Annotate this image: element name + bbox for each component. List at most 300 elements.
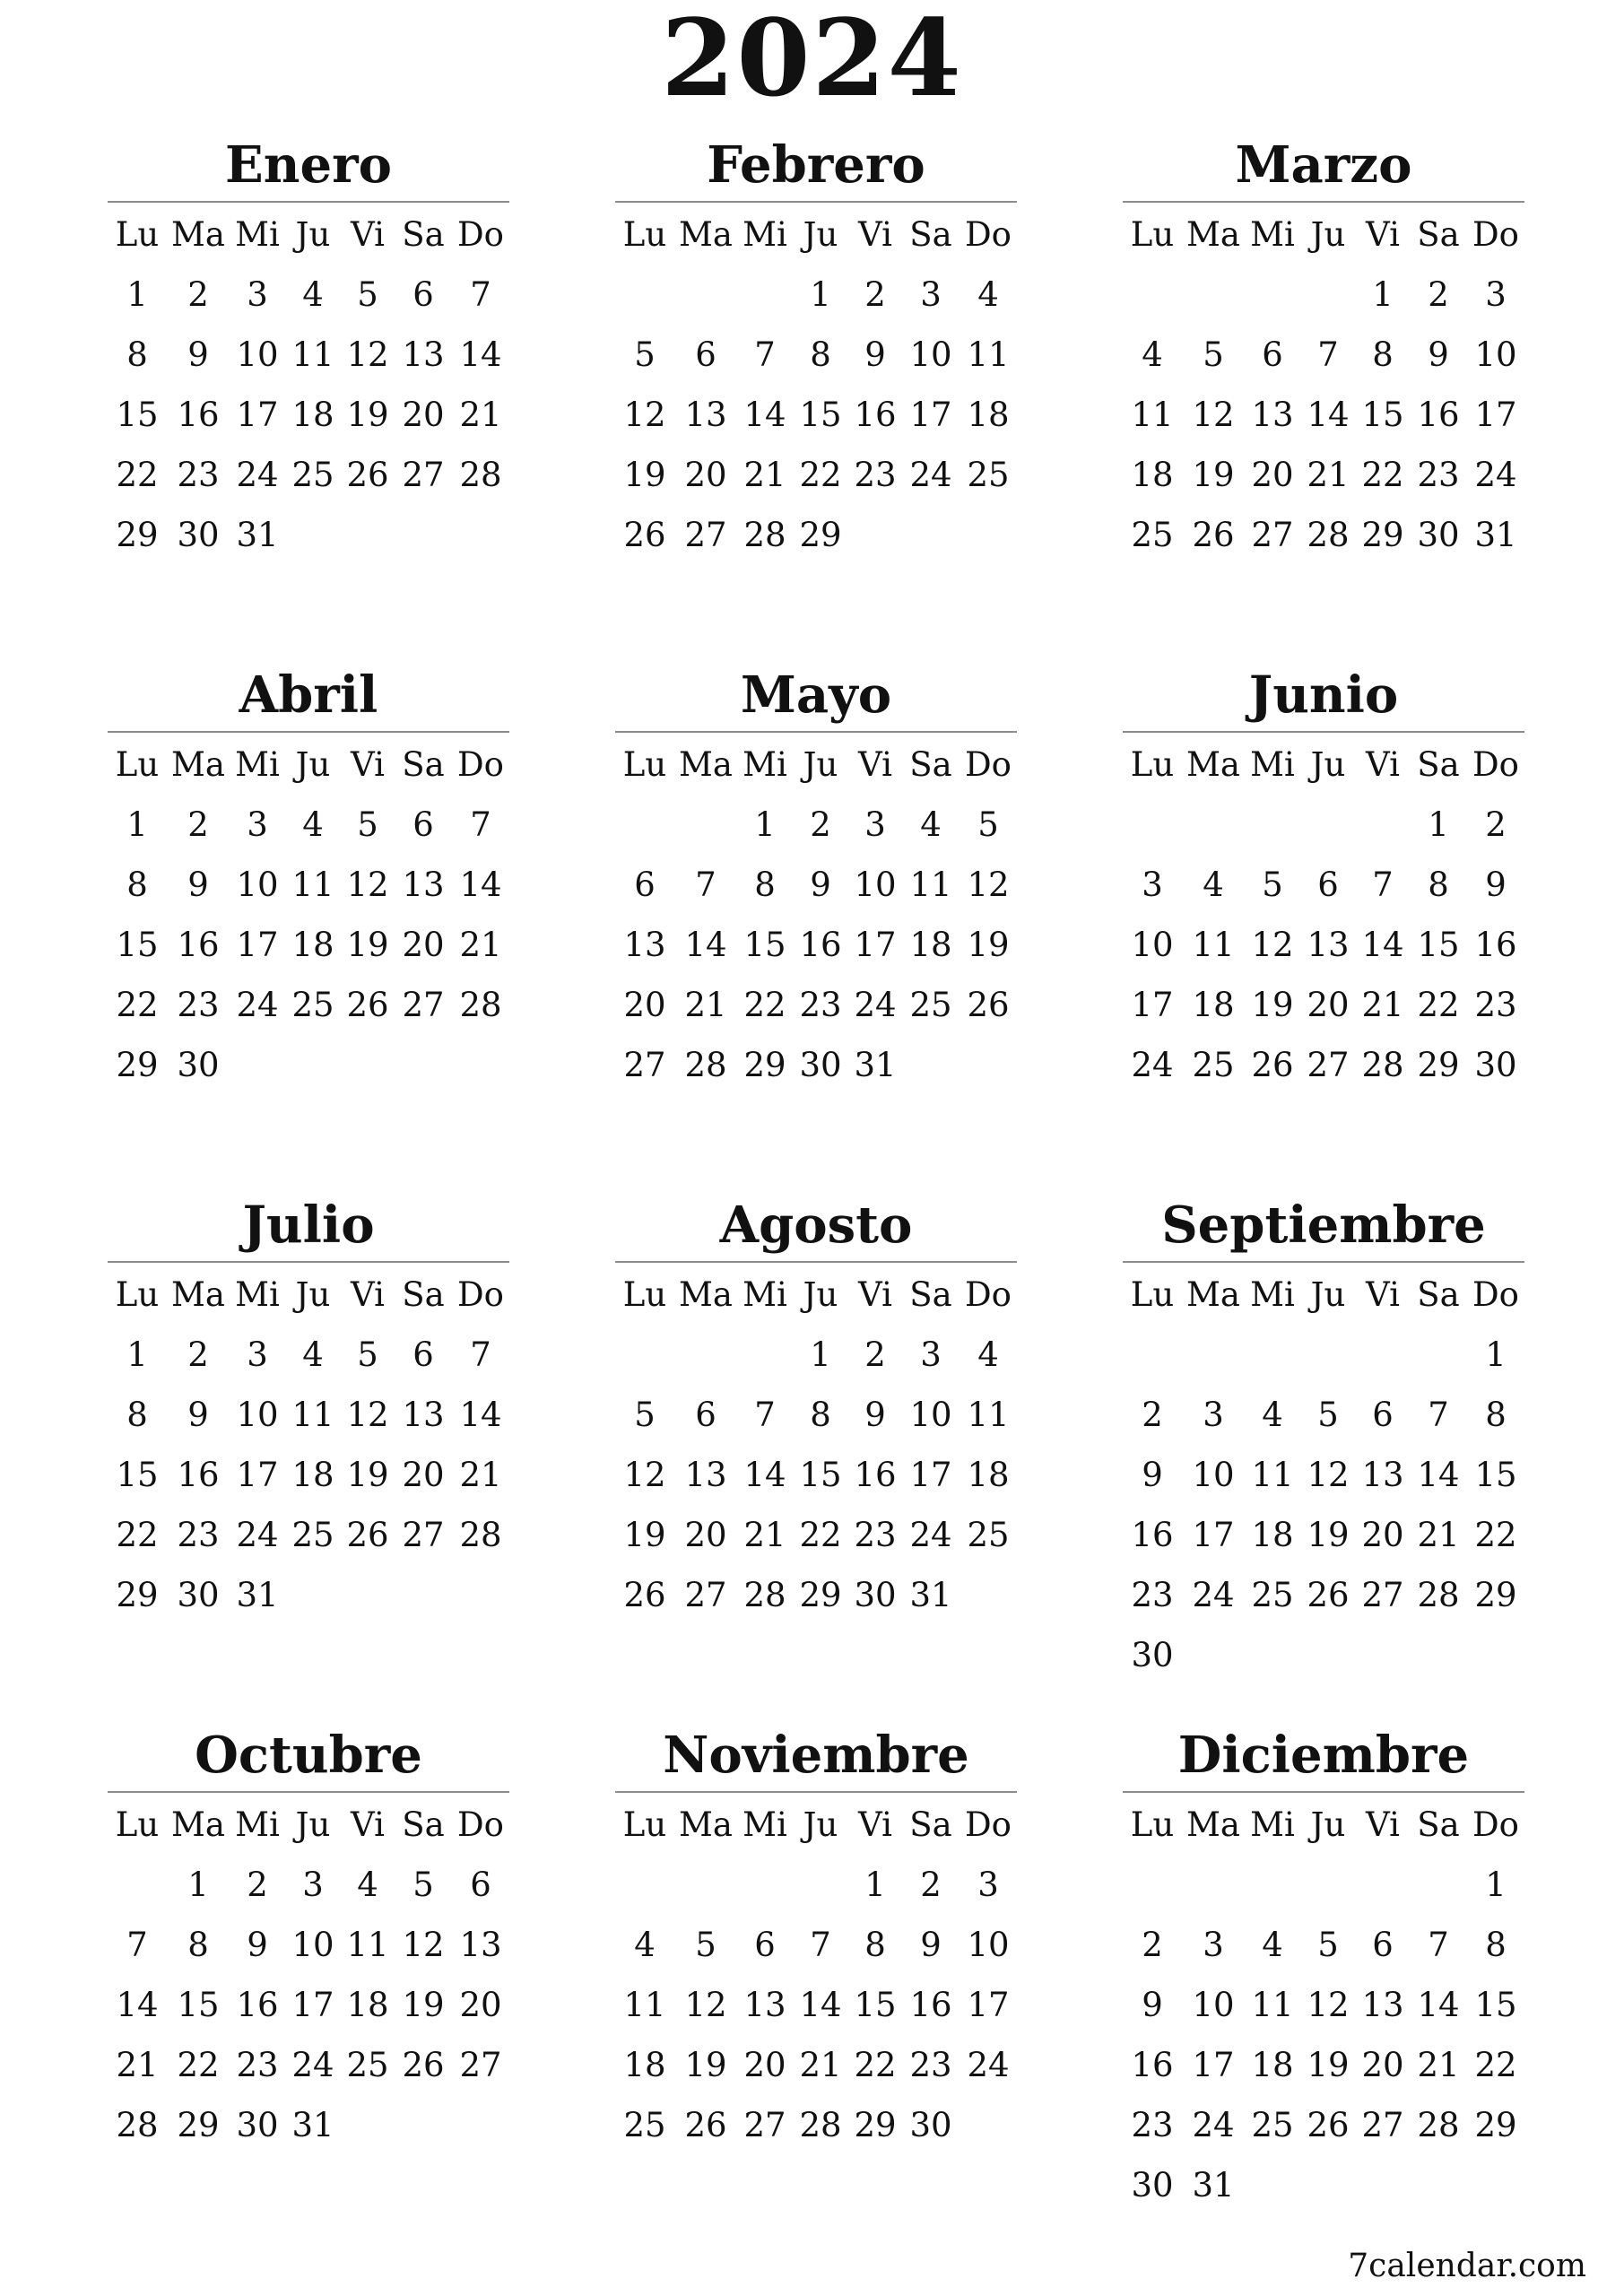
day-cell: 21	[459, 396, 502, 434]
day-cell: 27	[1307, 1046, 1350, 1084]
weekday-label: Vi	[1366, 745, 1400, 784]
day-cell: 24	[1131, 1046, 1174, 1084]
day-cell: 24	[909, 1516, 952, 1554]
day-cell: 12	[1192, 396, 1235, 434]
month-name: Febrero	[707, 135, 925, 195]
day-cell: 12	[1307, 1986, 1350, 2024]
day-cell: 12	[967, 865, 1010, 904]
day-cell: 10	[291, 1926, 334, 1964]
week-row	[108, 975, 509, 1035]
day-cell: 5	[1203, 335, 1224, 374]
day-cell: 10	[236, 865, 279, 904]
weekday-label: Lu	[115, 215, 160, 254]
weekday-label: Vi	[858, 1275, 892, 1314]
day-cell: 4	[302, 1335, 324, 1374]
day-cell: 22	[1361, 456, 1404, 494]
day-cell: 12	[346, 335, 389, 374]
day-cell: 2	[1485, 805, 1507, 844]
day-cell: 20	[1361, 1516, 1404, 1554]
day-cell: 25	[909, 986, 952, 1024]
day-cell: 8	[864, 1926, 886, 1964]
day-cell: 23	[177, 456, 220, 494]
day-cell: 11	[967, 335, 1010, 374]
day-cell: 14	[1417, 1986, 1460, 2024]
day-cell: 31	[1192, 2166, 1235, 2205]
day-cell: 21	[1307, 456, 1350, 494]
week-row	[108, 855, 509, 915]
weekday-label: Ju	[295, 745, 331, 784]
day-cell: 30	[909, 2106, 952, 2144]
day-cell: 9	[920, 1926, 942, 1964]
empty-day-cell	[1185, 1325, 1242, 1385]
day-cell: 5	[1317, 1396, 1339, 1434]
week-row	[615, 385, 1017, 445]
day-cell: 1	[126, 1335, 148, 1374]
day-cell: 11	[346, 1926, 389, 1964]
day-cell: 17	[1192, 1516, 1235, 1554]
day-cell: 28	[459, 456, 502, 494]
weekday-label: Ju	[803, 1275, 838, 1314]
day-cell: 27	[1361, 2106, 1404, 2144]
day-cell: 23	[909, 2046, 952, 2084]
weekday-label: Lu	[1130, 1275, 1175, 1314]
day-cell: 19	[1307, 1516, 1350, 1554]
weekday-label: Mi	[235, 215, 280, 254]
empty-day-cell	[1244, 795, 1301, 855]
empty-day-cell	[284, 1035, 342, 1095]
weekday-label: Do	[1472, 745, 1519, 784]
weekday-label: Vi	[1366, 1275, 1400, 1314]
empty-day-cell	[284, 1565, 342, 1625]
day-cell: 1	[126, 275, 148, 314]
day-cell: 16	[854, 396, 897, 434]
day-cell: 23	[1131, 1576, 1174, 1614]
day-cell: 9	[864, 335, 886, 374]
day-cell: 14	[684, 926, 727, 964]
weekday-header	[108, 1265, 509, 1325]
day-cell: 22	[116, 1516, 159, 1554]
day-cell: 16	[1417, 396, 1460, 434]
day-cell: 4	[920, 805, 942, 844]
day-cell: 23	[1131, 2106, 1174, 2144]
weekday-label: Do	[457, 1275, 504, 1314]
day-cell: 10	[1474, 335, 1517, 374]
weekday-label: Ma	[679, 745, 733, 784]
week-row	[1123, 1625, 1524, 1685]
month-block	[615, 661, 1017, 1095]
day-cell: 21	[1417, 2046, 1460, 2084]
week-row	[615, 1915, 1017, 1975]
day-cell: 4	[1203, 865, 1224, 904]
day-cell: 28	[1307, 516, 1350, 554]
empty-day-cell	[1124, 1325, 1181, 1385]
day-cell: 28	[799, 2106, 842, 2144]
week-row	[108, 1385, 509, 1445]
day-cell: 20	[402, 396, 445, 434]
day-cell: 16	[909, 1986, 952, 2024]
day-cell: 5	[357, 805, 378, 844]
day-cell: 15	[799, 396, 842, 434]
weekday-header	[108, 204, 509, 265]
weekday-label: Sa	[909, 215, 952, 254]
day-cell: 15	[854, 1986, 897, 2024]
day-cell: 1	[1485, 1335, 1507, 1374]
month-divider	[1123, 1791, 1524, 1793]
day-cell: 14	[459, 335, 502, 374]
day-cell: 6	[754, 1926, 776, 1964]
day-cell: 2	[864, 1335, 886, 1374]
day-cell: 27	[684, 516, 727, 554]
day-cell: 7	[470, 1335, 491, 1374]
month-divider	[1123, 201, 1524, 203]
weekday-label: Ju	[295, 215, 331, 254]
day-cell: 18	[291, 1456, 334, 1494]
week-row	[108, 1505, 509, 1565]
day-cell: 9	[1428, 335, 1449, 374]
day-cell: 27	[402, 986, 445, 1024]
empty-day-cell	[960, 505, 1017, 565]
day-cell: 16	[1131, 2046, 1174, 2084]
day-cell: 15	[177, 1986, 220, 2024]
weekday-label: Mi	[1250, 745, 1295, 784]
day-cell: 7	[126, 1926, 148, 1964]
week-row	[615, 445, 1017, 505]
week-row	[108, 1975, 509, 2035]
day-cell: 11	[291, 865, 334, 904]
weekday-label: Sa	[1417, 745, 1460, 784]
empty-day-cell	[229, 1035, 286, 1095]
week-row	[615, 1855, 1017, 1915]
day-cell: 5	[634, 335, 656, 374]
empty-day-cell	[1244, 2155, 1301, 2215]
day-cell: 3	[1203, 1926, 1224, 1964]
day-cell: 14	[1307, 396, 1350, 434]
empty-day-cell	[1299, 795, 1357, 855]
day-cell: 25	[623, 2106, 666, 2144]
weekday-label: Ma	[171, 745, 225, 784]
week-row	[615, 1325, 1017, 1385]
day-cell: 20	[1361, 2046, 1404, 2084]
day-cell: 23	[177, 986, 220, 1024]
week-row	[108, 2095, 509, 2155]
day-cell: 12	[623, 396, 666, 434]
day-cell: 15	[799, 1456, 842, 1494]
empty-day-cell	[1244, 1625, 1301, 1685]
day-cell: 8	[126, 1396, 148, 1434]
day-cell: 3	[864, 805, 886, 844]
empty-day-cell	[902, 505, 960, 565]
day-cell: 25	[291, 986, 334, 1024]
day-cell: 4	[1262, 1926, 1283, 1964]
day-cell: 16	[854, 1456, 897, 1494]
empty-day-cell	[616, 1855, 673, 1915]
day-cell: 5	[1262, 865, 1283, 904]
day-cell: 13	[402, 865, 445, 904]
week-row	[615, 1385, 1017, 1445]
weekday-label: Ju	[1310, 1275, 1346, 1314]
day-cell: 20	[1251, 456, 1294, 494]
day-cell: 23	[236, 2046, 279, 2084]
day-cell: 17	[967, 1986, 1010, 2024]
week-row	[615, 975, 1017, 1035]
month-block	[1123, 661, 1524, 1095]
day-cell: 23	[854, 1516, 897, 1554]
day-cell: 6	[413, 1335, 434, 1374]
day-cell: 13	[743, 1986, 786, 2024]
weekday-header	[1123, 735, 1524, 795]
weekday-label: Do	[965, 1805, 1012, 1844]
weekday-header	[1123, 1265, 1524, 1325]
day-cell: 3	[1142, 865, 1163, 904]
empty-day-cell	[339, 2095, 396, 2155]
empty-day-cell	[1354, 795, 1411, 855]
month-block	[108, 1191, 509, 1625]
day-cell: 9	[1142, 1986, 1163, 2024]
day-cell: 1	[810, 275, 831, 314]
empty-day-cell	[616, 795, 673, 855]
day-cell: 7	[470, 275, 491, 314]
week-row	[615, 1565, 1017, 1625]
day-cell: 11	[291, 1396, 334, 1434]
weekday-label: Do	[457, 215, 504, 254]
day-cell: 28	[684, 1046, 727, 1084]
month-block	[108, 661, 509, 1095]
day-cell: 26	[346, 1516, 389, 1554]
day-cell: 7	[695, 865, 716, 904]
empty-day-cell	[1244, 265, 1301, 325]
day-cell: 22	[1417, 986, 1460, 1024]
day-cell: 21	[799, 2046, 842, 2084]
day-cell: 27	[1251, 516, 1294, 554]
week-row	[108, 385, 509, 445]
week-row	[108, 1325, 509, 1385]
day-cell: 21	[459, 1456, 502, 1494]
day-cell: 22	[116, 986, 159, 1024]
day-cell: 9	[810, 865, 831, 904]
day-cell: 3	[1485, 275, 1507, 314]
weekday-label: Ma	[171, 1805, 225, 1844]
day-cell: 17	[236, 926, 279, 964]
day-cell: 15	[1474, 1986, 1517, 2024]
day-cell: 4	[357, 1866, 378, 1904]
empty-day-cell	[452, 1565, 509, 1625]
empty-day-cell	[339, 1035, 396, 1095]
day-cell: 19	[623, 456, 666, 494]
day-cell: 25	[1251, 2106, 1294, 2144]
weekday-label: Do	[965, 215, 1012, 254]
empty-day-cell	[1124, 1855, 1181, 1915]
month-name: Octubre	[195, 1726, 422, 1785]
weekday-label: Sa	[402, 745, 445, 784]
day-cell: 18	[967, 1456, 1010, 1494]
day-cell: 9	[247, 1926, 268, 1964]
month-divider	[108, 1791, 509, 1793]
weekday-label: Vi	[351, 745, 385, 784]
weekday-header	[108, 1795, 509, 1855]
empty-day-cell	[1410, 1325, 1467, 1385]
week-row	[108, 445, 509, 505]
day-cell: 20	[1307, 986, 1350, 1024]
empty-day-cell	[1354, 2155, 1411, 2215]
month-block	[1123, 1721, 1524, 2215]
day-cell: 26	[623, 516, 666, 554]
empty-day-cell	[1354, 1855, 1411, 1915]
day-cell: 7	[470, 805, 491, 844]
weekday-label: Ju	[295, 1805, 331, 1844]
week-row	[1123, 1565, 1524, 1625]
empty-day-cell	[1354, 1325, 1411, 1385]
weekday-label: Sa	[909, 1805, 952, 1844]
day-cell: 26	[346, 986, 389, 1024]
day-cell: 2	[187, 1335, 209, 1374]
day-cell: 30	[1131, 2166, 1174, 2205]
day-cell: 2	[1428, 275, 1449, 314]
day-cell: 27	[743, 2106, 786, 2144]
day-cell: 25	[291, 1516, 334, 1554]
week-row	[615, 855, 1017, 915]
day-cell: 19	[1251, 986, 1294, 1024]
day-cell: 27	[459, 2046, 502, 2084]
day-cell: 1	[1428, 805, 1449, 844]
day-cell: 3	[977, 1866, 999, 1904]
day-cell: 4	[977, 1335, 999, 1374]
month-name: Enero	[225, 135, 392, 195]
empty-day-cell	[1299, 1625, 1357, 1685]
day-cell: 1	[187, 1866, 209, 1904]
day-cell: 1	[864, 1866, 886, 1904]
day-cell: 15	[116, 1456, 159, 1494]
empty-day-cell	[452, 2095, 509, 2155]
weekday-label: Ma	[171, 1275, 225, 1314]
day-cell: 22	[743, 986, 786, 1024]
day-cell: 30	[177, 516, 220, 554]
day-cell: 24	[236, 986, 279, 1024]
day-cell: 17	[1474, 396, 1517, 434]
day-cell: 4	[977, 275, 999, 314]
day-cell: 17	[236, 396, 279, 434]
day-cell: 1	[1485, 1866, 1507, 1904]
day-cell: 11	[967, 1396, 1010, 1434]
weekday-label: Sa	[402, 1275, 445, 1314]
day-cell: 19	[1307, 2046, 1350, 2084]
day-cell: 22	[1474, 2046, 1517, 2084]
day-cell: 28	[1417, 2106, 1460, 2144]
day-cell: 24	[236, 1516, 279, 1554]
month-divider	[615, 731, 1017, 733]
weekday-label: Mi	[1250, 215, 1295, 254]
weekday-label: Vi	[858, 1805, 892, 1844]
day-cell: 9	[1142, 1456, 1163, 1494]
empty-day-cell	[1410, 1855, 1467, 1915]
day-cell: 16	[177, 926, 220, 964]
day-cell: 10	[967, 1926, 1010, 1964]
weekday-label: Sa	[1417, 1805, 1460, 1844]
week-row	[615, 1975, 1017, 2035]
day-cell: 30	[799, 1046, 842, 1084]
day-cell: 24	[854, 986, 897, 1024]
day-cell: 4	[302, 805, 324, 844]
empty-day-cell	[1185, 265, 1242, 325]
day-cell: 6	[1317, 865, 1339, 904]
day-cell: 29	[116, 1576, 159, 1614]
day-cell: 23	[799, 986, 842, 1024]
weekday-label: Lu	[622, 1275, 667, 1314]
month-block	[1123, 131, 1524, 565]
week-row	[615, 1445, 1017, 1505]
day-cell: 4	[1262, 1396, 1283, 1434]
day-cell: 1	[810, 1335, 831, 1374]
day-cell: 24	[1474, 456, 1517, 494]
empty-day-cell	[1185, 1855, 1242, 1915]
week-row	[1123, 505, 1524, 565]
day-cell: 26	[684, 2106, 727, 2144]
empty-day-cell	[677, 795, 734, 855]
day-cell: 6	[695, 335, 716, 374]
empty-day-cell	[1467, 1625, 1524, 1685]
day-cell: 29	[1361, 516, 1404, 554]
day-cell: 13	[1361, 1456, 1404, 1494]
day-cell: 12	[623, 1456, 666, 1494]
day-cell: 13	[684, 1456, 727, 1494]
empty-day-cell	[395, 2095, 452, 2155]
empty-day-cell	[1124, 265, 1181, 325]
week-row	[1123, 855, 1524, 915]
week-row	[1123, 975, 1524, 1035]
day-cell: 21	[684, 986, 727, 1024]
week-row	[1123, 2095, 1524, 2155]
day-cell: 14	[116, 1986, 159, 2024]
week-row	[615, 1505, 1017, 1565]
weekday-label: Do	[457, 1805, 504, 1844]
week-row	[615, 2035, 1017, 2095]
day-cell: 31	[1474, 516, 1517, 554]
day-cell: 15	[1361, 396, 1404, 434]
day-cell: 19	[1192, 456, 1235, 494]
day-cell: 27	[684, 1576, 727, 1614]
weekday-label: Vi	[858, 745, 892, 784]
day-cell: 18	[623, 2046, 666, 2084]
day-cell: 3	[1203, 1396, 1224, 1434]
day-cell: 31	[291, 2106, 334, 2144]
day-cell: 27	[623, 1046, 666, 1084]
day-cell: 14	[459, 1396, 502, 1434]
empty-day-cell	[902, 1035, 960, 1095]
empty-day-cell	[395, 1565, 452, 1625]
day-cell: 19	[346, 926, 389, 964]
day-cell: 6	[413, 275, 434, 314]
day-cell: 2	[187, 275, 209, 314]
day-cell: 7	[1428, 1396, 1449, 1434]
day-cell: 9	[187, 335, 209, 374]
week-row	[108, 795, 509, 855]
day-cell: 29	[1417, 1046, 1460, 1084]
day-cell: 6	[1262, 335, 1283, 374]
weekday-label: Do	[1472, 1275, 1519, 1314]
day-cell: 22	[1474, 1516, 1517, 1554]
day-cell: 26	[1251, 1046, 1294, 1084]
weekday-label: Vi	[1366, 1805, 1400, 1844]
day-cell: 12	[684, 1986, 727, 2024]
month-divider	[615, 1791, 1017, 1793]
weekday-header	[615, 1265, 1017, 1325]
empty-day-cell	[1410, 1625, 1467, 1685]
day-cell: 20	[402, 926, 445, 964]
day-cell: 20	[684, 1516, 727, 1554]
day-cell: 8	[1372, 335, 1394, 374]
month-divider	[615, 1261, 1017, 1263]
empty-day-cell	[616, 265, 673, 325]
day-cell: 17	[1131, 986, 1174, 1024]
